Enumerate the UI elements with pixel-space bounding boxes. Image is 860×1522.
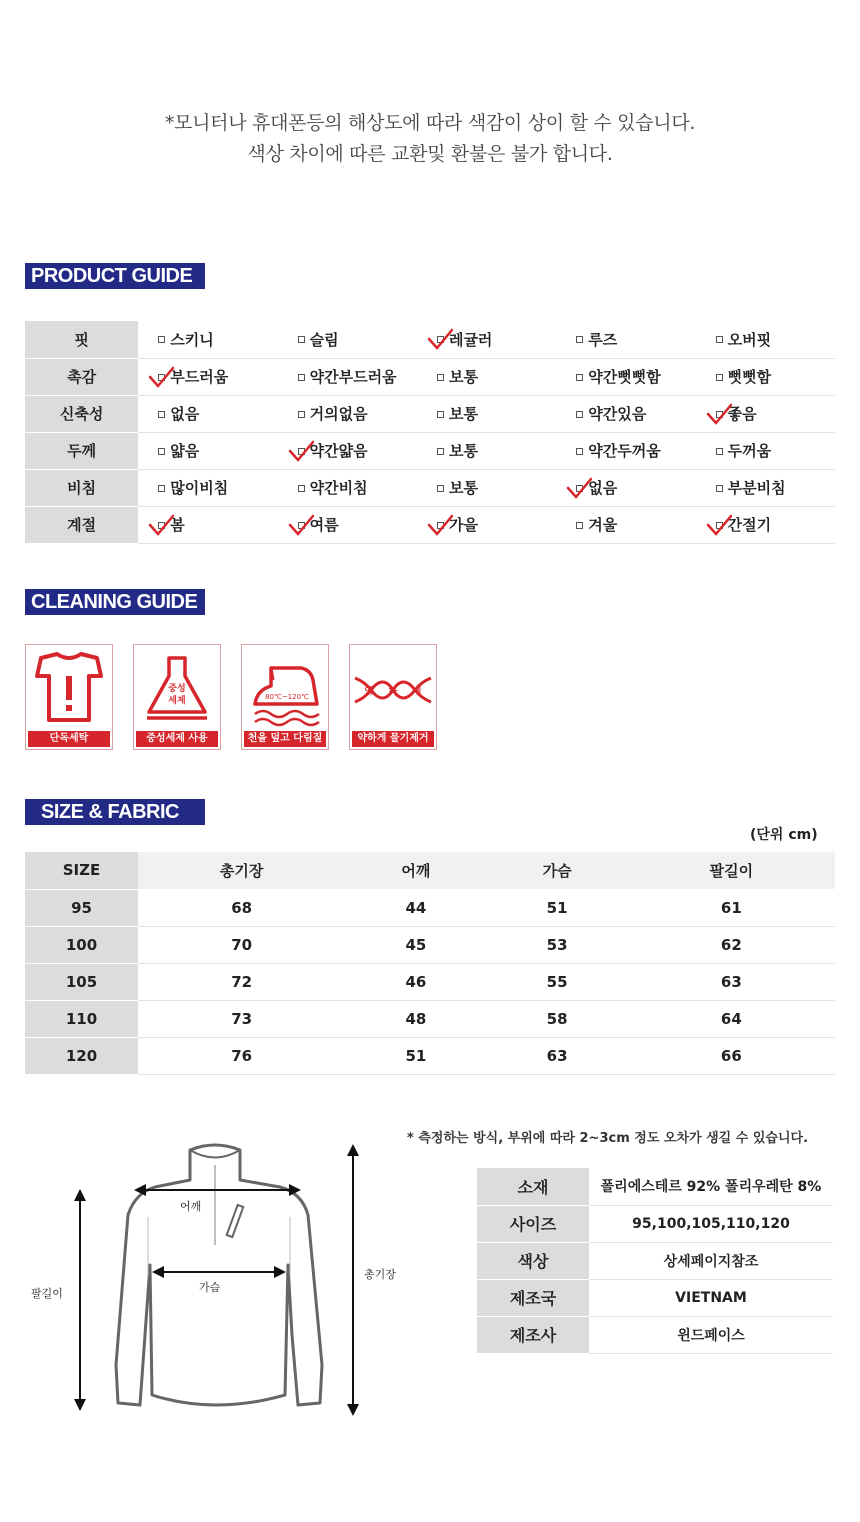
guide-option-label: 가을 [448, 516, 478, 534]
guide-option-label: 약간뻣뻣함 [588, 368, 661, 386]
guide-option-label: 두꺼움 [727, 442, 772, 460]
guide-option-label: 보통 [448, 479, 478, 497]
care-caption: 단독세탁 [28, 731, 110, 747]
care-caption: 천을 덮고 다림질 [244, 731, 326, 747]
guide-option-label: 많이비침 [170, 479, 229, 497]
fabric-row [477, 1316, 833, 1353]
guide-row-label: 핏 [25, 321, 138, 358]
size-cell: 68 [138, 889, 345, 926]
fabric-label: 제조사 [477, 1316, 589, 1353]
guide-option-label: 부분비침 [727, 479, 786, 497]
size-cell: 51 [345, 1037, 486, 1074]
fabric-value: 95,100,105,110,120 [589, 1205, 833, 1242]
size-table [25, 852, 835, 1075]
size-cell: 58 [486, 1000, 627, 1037]
size-cell: 72 [138, 963, 345, 1000]
checkbox-icon [716, 374, 723, 381]
guide-option [138, 432, 277, 469]
guide-option [696, 395, 835, 432]
size-row [25, 1000, 835, 1037]
detergent-text-2: 세제 [168, 696, 186, 706]
guide-option-label: 슬림 [309, 330, 339, 349]
guide-option-label: 봄 [170, 516, 185, 534]
chest-label: 가슴 [199, 1281, 221, 1294]
guide-option [696, 432, 835, 469]
guide-row [25, 358, 835, 395]
color-notice-line1: *모니터나 휴대폰등의 해상도에 따라 색감이 상이 할 수 있습니다. [164, 112, 696, 134]
guide-option-label: 없음 [588, 479, 618, 497]
guide-option [278, 395, 417, 432]
guide-option-label: 오버핏 [727, 330, 772, 349]
guide-option-label: 스키니 [170, 330, 214, 349]
guide-option [556, 506, 695, 543]
size-cell: 44 [345, 889, 486, 926]
checkbox-icon [576, 522, 583, 529]
size-header-cell: SIZE [25, 852, 138, 889]
size-cell: 73 [138, 1000, 345, 1037]
guide-option [417, 506, 556, 543]
guide-option-label: 약간있음 [588, 405, 647, 423]
guide-option-label: 약간두꺼움 [588, 442, 661, 460]
size-cell: 120 [25, 1037, 138, 1074]
fabric-label: 사이즈 [477, 1205, 589, 1242]
garment-diagram [40, 1135, 420, 1425]
fabric-label: 제조국 [477, 1279, 589, 1316]
detergent-text-1: 중성 [168, 684, 186, 694]
sleeve-label: 팔길이 [31, 1287, 63, 1300]
size-fabric-title: SIZE & FABRIC [25, 799, 205, 825]
size-cell: 45 [345, 926, 486, 963]
size-cell: 46 [345, 963, 486, 1000]
guide-option-label: 약간얇음 [309, 442, 368, 460]
size-header-cell: 총기장 [138, 852, 345, 889]
care-item-iron [241, 644, 329, 750]
guide-row-label: 계절 [25, 506, 138, 543]
guide-option [278, 432, 417, 469]
guide-option [138, 469, 277, 506]
size-cell: 62 [628, 926, 835, 963]
checkmark-icon [566, 476, 592, 500]
guide-option [556, 432, 695, 469]
checkbox-icon [158, 336, 165, 343]
guide-row-label: 비침 [25, 469, 138, 506]
size-cell: 66 [628, 1037, 835, 1074]
checkmark-icon [288, 439, 314, 463]
shirt-warning-icon [27, 646, 111, 732]
guide-option-label: 겨울 [588, 516, 618, 534]
fabric-row [477, 1205, 833, 1242]
fabric-value: 윈드페이스 [589, 1316, 833, 1353]
guide-option [417, 395, 556, 432]
checkmark-icon [706, 402, 732, 426]
size-cell: 63 [486, 1037, 627, 1074]
guide-option [696, 321, 835, 358]
care-item-neutral-detergent [133, 644, 221, 750]
shoulder-label: 어깨 [180, 1200, 202, 1213]
checkbox-icon [437, 448, 444, 455]
guide-row-label: 두께 [25, 432, 138, 469]
guide-option [556, 469, 695, 506]
size-cell: 53 [486, 926, 627, 963]
cleaning-guide-title: CLEANING GUIDE [25, 589, 205, 615]
guide-option [556, 321, 695, 358]
checkbox-icon [298, 336, 305, 343]
size-cell: 61 [628, 889, 835, 926]
fabric-value: VIETNAM [589, 1279, 833, 1316]
size-cell: 105 [25, 963, 138, 1000]
guide-option [696, 469, 835, 506]
size-cell: 100 [25, 926, 138, 963]
guide-option-label: 보통 [448, 442, 478, 460]
guide-option [138, 358, 277, 395]
checkbox-icon [576, 374, 583, 381]
checkbox-icon [298, 411, 305, 418]
checkbox-icon [576, 411, 583, 418]
guide-option [556, 358, 695, 395]
checkbox-icon [437, 374, 444, 381]
size-header-cell: 팔길이 [628, 852, 835, 889]
checkbox-icon [716, 448, 723, 455]
guide-row [25, 395, 835, 432]
size-header-row [25, 852, 835, 889]
checkbox-icon [716, 485, 723, 492]
guide-option [138, 321, 277, 358]
guide-option [138, 395, 277, 432]
size-row [25, 889, 835, 926]
checkbox-icon [158, 411, 165, 418]
size-cell: 55 [486, 963, 627, 1000]
fabric-row [477, 1242, 833, 1279]
guide-row [25, 506, 835, 543]
wring-icon [351, 646, 435, 732]
checkmark-icon [148, 365, 174, 389]
checkbox-icon [298, 374, 305, 381]
guide-row [25, 469, 835, 506]
guide-option [417, 358, 556, 395]
guide-option [278, 469, 417, 506]
checkmark-icon [288, 513, 314, 537]
guide-option [417, 321, 556, 358]
guide-option-label: 부드러움 [170, 368, 229, 386]
size-cell: 95 [25, 889, 138, 926]
size-header-cell: 가슴 [486, 852, 627, 889]
fabric-value: 상세페이지참조 [589, 1242, 833, 1279]
guide-option-label: 레귤러 [448, 330, 493, 349]
checkmark-icon [148, 513, 174, 537]
checkmark-icon [706, 513, 732, 537]
size-cell: 63 [628, 963, 835, 1000]
guide-option-label: 없음 [170, 405, 200, 423]
guide-option [417, 432, 556, 469]
checkbox-icon [437, 485, 444, 492]
iron-temp-text: 80℃~120℃ [265, 693, 309, 701]
guide-option-label: 뻣뻣함 [727, 368, 772, 386]
guide-row [25, 432, 835, 469]
guide-option [696, 358, 835, 395]
guide-option-label: 좋음 [727, 405, 757, 423]
fabric-value: 폴리에스테르 92% 폴리우레탄 8% [589, 1168, 833, 1205]
neutral-detergent-icon [135, 646, 219, 732]
checkmark-icon [427, 513, 453, 537]
size-row [25, 1037, 835, 1074]
fabric-row [477, 1168, 833, 1205]
product-guide-title: PRODUCT GUIDE [25, 263, 205, 289]
guide-row-label: 촉감 [25, 358, 138, 395]
guide-option [696, 506, 835, 543]
size-row [25, 963, 835, 1000]
wring-text-1: 약 [364, 687, 374, 697]
care-caption: 중성세제 사용 [136, 731, 218, 747]
care-caption: 약하게 물기제거 [352, 731, 434, 747]
guide-row [25, 321, 835, 358]
checkbox-icon [158, 485, 165, 492]
guide-option [417, 469, 556, 506]
size-header-cell: 어깨 [345, 852, 486, 889]
fabric-label: 색상 [477, 1242, 589, 1279]
guide-option-label: 약간부드러움 [309, 368, 397, 386]
care-item-wring [349, 644, 437, 750]
checkbox-icon [716, 336, 723, 343]
iron-icon [243, 646, 327, 732]
checkbox-icon [576, 336, 583, 343]
guide-option-label: 보통 [448, 405, 478, 423]
unit-label: (단위 cm) [750, 827, 818, 843]
size-cell: 76 [138, 1037, 345, 1074]
wring-text-3: 게 [412, 687, 422, 697]
size-cell: 48 [345, 1000, 486, 1037]
size-cell: 110 [25, 1000, 138, 1037]
guide-option-label: 여름 [309, 516, 339, 534]
product-guide-table [25, 321, 835, 544]
wring-text-2: 하 [388, 687, 398, 697]
guide-option-label: 보통 [448, 368, 478, 386]
checkbox-icon [158, 448, 165, 455]
guide-option-label: 루즈 [588, 330, 618, 349]
fabric-row [477, 1279, 833, 1316]
size-cell: 70 [138, 926, 345, 963]
care-item-wash-separately [25, 644, 113, 750]
guide-option [278, 358, 417, 395]
fabric-table [477, 1168, 833, 1354]
checkbox-icon [576, 448, 583, 455]
fabric-label: 소재 [477, 1168, 589, 1205]
length-label: 총기장 [364, 1268, 396, 1281]
guide-option-label: 간절기 [727, 516, 772, 534]
size-row [25, 926, 835, 963]
color-notice-line2: 색상 차이에 따른 교환및 환불은 불가 합니다. [247, 143, 613, 165]
checkbox-icon [437, 411, 444, 418]
size-cell: 51 [486, 889, 627, 926]
guide-option [138, 506, 277, 543]
guide-option [278, 321, 417, 358]
guide-row-label: 신축성 [25, 395, 138, 432]
guide-option-label: 거의없음 [309, 405, 368, 423]
checkmark-icon [427, 327, 453, 351]
guide-option-label: 약간비침 [309, 479, 368, 497]
measurement-note: * 측정하는 방식, 부위에 따라 2~3cm 정도 오차가 생길 수 있습니다. [407, 1131, 809, 1146]
guide-option-label: 얇음 [170, 442, 200, 460]
size-cell: 64 [628, 1000, 835, 1037]
guide-option [278, 506, 417, 543]
guide-option [556, 395, 695, 432]
checkbox-icon [298, 485, 305, 492]
